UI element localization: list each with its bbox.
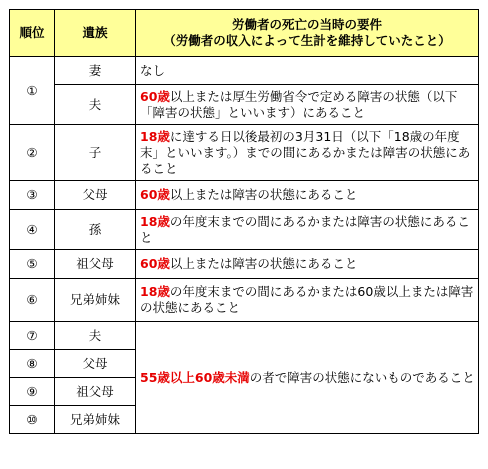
requirement-cell [136,322,479,434]
family-cell: 子 [55,125,136,181]
family-cell: 祖父母 [55,250,136,279]
requirement-text: なし [140,62,166,78]
requirement-highlight: 60歳 [140,187,170,202]
family-cell: 兄弟姉妹 [55,406,136,434]
table-row [10,181,479,210]
requirement-text: 以上または厚生労働省令で定める障害の状態（以下「障害の状態」といいます）にあること [140,88,458,120]
table-header-row [10,10,479,57]
rank-cell: ⑩ [10,406,55,434]
family-cell: 夫 [55,85,136,125]
family-cell: 妻 [55,57,136,85]
requirement-cell [136,279,479,322]
requirement-text: の年度末までの間にあるかまたは障害の状態にあること [140,213,470,245]
family-cell: 父母 [55,350,136,378]
family-cell: 兄弟姉妹 [55,279,136,322]
requirement-cell [136,210,479,250]
requirement-highlight: 60歳 [140,88,170,104]
table-row [10,57,479,85]
rank-cell: ⑧ [10,350,55,378]
requirement-cell [136,250,479,279]
survivor-requirements-table [9,9,479,434]
requirement-text: の年度末までの間にあるかまたは60歳以上または障害の状態にあること [140,284,474,315]
requirement-highlight: 18歳 [140,128,170,144]
table-row [10,279,479,322]
table-row [10,250,479,279]
rank-cell: ⑥ [10,279,55,322]
rank-cell: ⑤ [10,250,55,279]
rank-cell: ⑨ [10,378,55,406]
requirement-text: 以上または障害の状態にあること [169,256,358,271]
header-requirement-subtitle: （労働者の収入によって生計を維持していたこと） [163,33,451,48]
header-requirement-title: 労働者の死亡の当時の要件 [231,17,382,32]
family-cell: 父母 [55,181,136,210]
rank-cell: ④ [10,210,55,250]
requirement-cell [136,181,479,210]
requirement-cell [136,85,479,125]
header-rank: 順位 [10,10,55,57]
requirement-cell [136,125,479,181]
rank-cell: ⑦ [10,322,55,350]
header-requirement [136,10,479,57]
header-family: 遺族 [55,10,136,57]
requirement-highlight: 55歳以上60歳未満 [140,369,250,385]
table-row [10,85,479,125]
requirement-highlight: 18歳 [140,213,170,229]
requirement-highlight: 60歳 [140,256,170,271]
family-cell: 孫 [55,210,136,250]
family-cell: 祖父母 [55,378,136,406]
rank-cell: ③ [10,181,55,210]
requirement-text: の者で障害の状態にないものであること [249,369,475,385]
requirement-cell [136,57,479,85]
requirement-highlight: 18歳 [140,284,170,299]
table-row [10,322,479,350]
rank-cell: ① [10,57,55,125]
requirement-text: に達する日以後最初の3月31日（以下「18歳の年度末」といいます。）までの間にあるかまたは障害の状態にあること [140,128,471,176]
family-cell: 夫 [55,322,136,350]
requirement-text: 以上または障害の状態にあること [169,187,358,202]
table-row [10,210,479,250]
table-row [10,125,479,181]
rank-cell: ② [10,125,55,181]
